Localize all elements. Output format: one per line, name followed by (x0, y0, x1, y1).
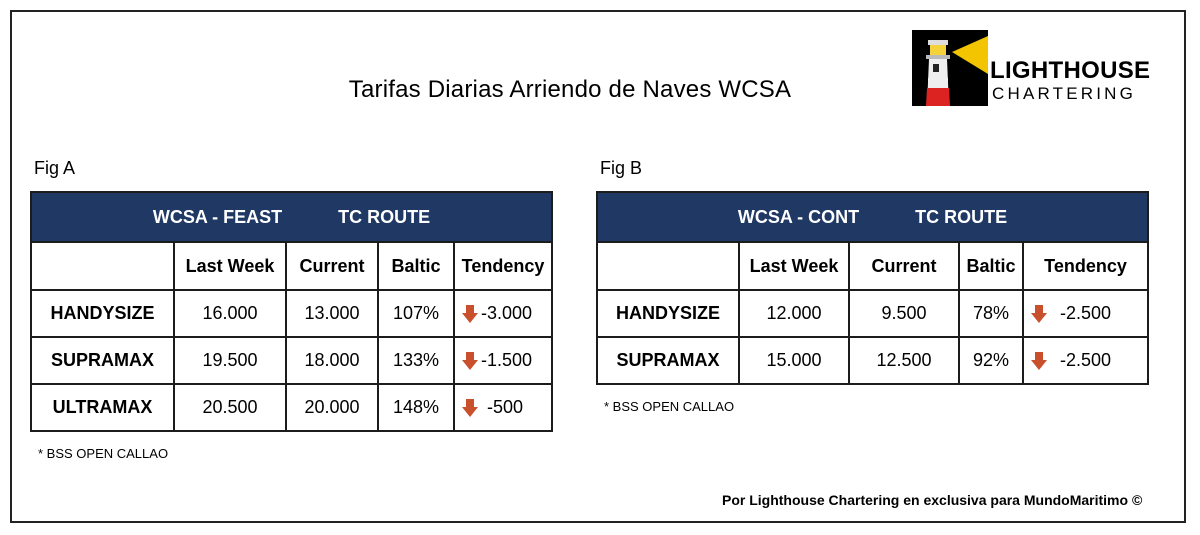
fig-b-note: * BSS OPEN CALLAO (604, 399, 735, 414)
fig-b-route: WCSA - CONT (737, 206, 860, 227)
cell-last-week: 20.500 (174, 384, 286, 431)
tendency-value: -3.000 (481, 303, 533, 323)
fig-a-table (30, 191, 553, 432)
down-arrow-icon (1030, 304, 1048, 324)
down-arrow-icon (461, 351, 479, 371)
tendency-value: -500 (487, 397, 524, 417)
tendency-value: -2.500 (1060, 350, 1112, 370)
table-row (597, 337, 1148, 384)
fig-a-table-header (31, 192, 552, 242)
cell-tendency (454, 337, 552, 384)
down-arrow-icon (461, 304, 479, 324)
cell-baltic: 92% (959, 337, 1023, 384)
fig-b-label: Fig B (600, 158, 643, 178)
cell-tendency (1023, 290, 1148, 337)
cell-last-week: 19.500 (174, 337, 286, 384)
down-arrow-icon (461, 398, 479, 418)
cell-tendency (1023, 337, 1148, 384)
fig-a-route: WCSA - FEAST (152, 206, 283, 227)
tendency-value: -1.500 (481, 350, 533, 370)
lighthouse-logo (912, 30, 1168, 106)
cell-current: 12.500 (849, 337, 959, 384)
cell-current: 18.000 (286, 337, 378, 384)
column-header-empty (597, 242, 739, 290)
column-header-tendency: Tendency (454, 242, 552, 290)
column-header-tendency: Tendency (1023, 242, 1148, 290)
column-header-last-week: Last Week (174, 242, 286, 290)
cell-last-week: 12.000 (739, 290, 849, 337)
footer-credit: Por Lighthouse Chartering en exclusiva para MundoMaritimo © (722, 492, 1143, 508)
column-header-baltic: Baltic (959, 242, 1023, 290)
column-header-empty (31, 242, 174, 290)
row-name: ULTRAMAX (31, 384, 174, 431)
cell-last-week: 15.000 (739, 337, 849, 384)
table-row (31, 337, 552, 384)
cell-current: 9.500 (849, 290, 959, 337)
table-row (31, 290, 552, 337)
fig-b-table (596, 191, 1149, 385)
logo-text-lighthouse: LIGHTHOUSE (990, 57, 1151, 84)
column-header-last-week: Last Week (739, 242, 849, 290)
fig-b-table-header (597, 192, 1148, 242)
cell-current: 13.000 (286, 290, 378, 337)
row-name: SUPRAMAX (597, 337, 739, 384)
logo-text-chartering: CHARTERING (992, 84, 1137, 103)
fig-a-tc-route: TC ROUTE (338, 206, 431, 227)
table-row (31, 384, 552, 431)
row-name: HANDYSIZE (597, 290, 739, 337)
cell-tendency (454, 290, 552, 337)
cell-baltic: 107% (378, 290, 454, 337)
lighthouse-icon (912, 30, 988, 106)
cell-baltic: 133% (378, 337, 454, 384)
cell-baltic: 78% (959, 290, 1023, 337)
tendency-value: -2.500 (1060, 303, 1112, 323)
cell-current: 20.000 (286, 384, 378, 431)
fig-a-label: Fig A (34, 158, 76, 178)
column-header-current: Current (286, 242, 378, 290)
column-header-current: Current (849, 242, 959, 290)
column-header-baltic: Baltic (378, 242, 454, 290)
down-arrow-icon (1030, 351, 1048, 371)
fig-a-note: * BSS OPEN CALLAO (38, 446, 169, 461)
cell-tendency (454, 384, 552, 431)
row-name: HANDYSIZE (31, 290, 174, 337)
cell-last-week: 16.000 (174, 290, 286, 337)
fig-b-tc-route: TC ROUTE (915, 206, 1008, 227)
row-name: SUPRAMAX (31, 337, 174, 384)
page-title: Tarifas Diarias Arriendo de Naves WCSA (348, 76, 792, 103)
cell-baltic: 148% (378, 384, 454, 431)
table-row (597, 290, 1148, 337)
